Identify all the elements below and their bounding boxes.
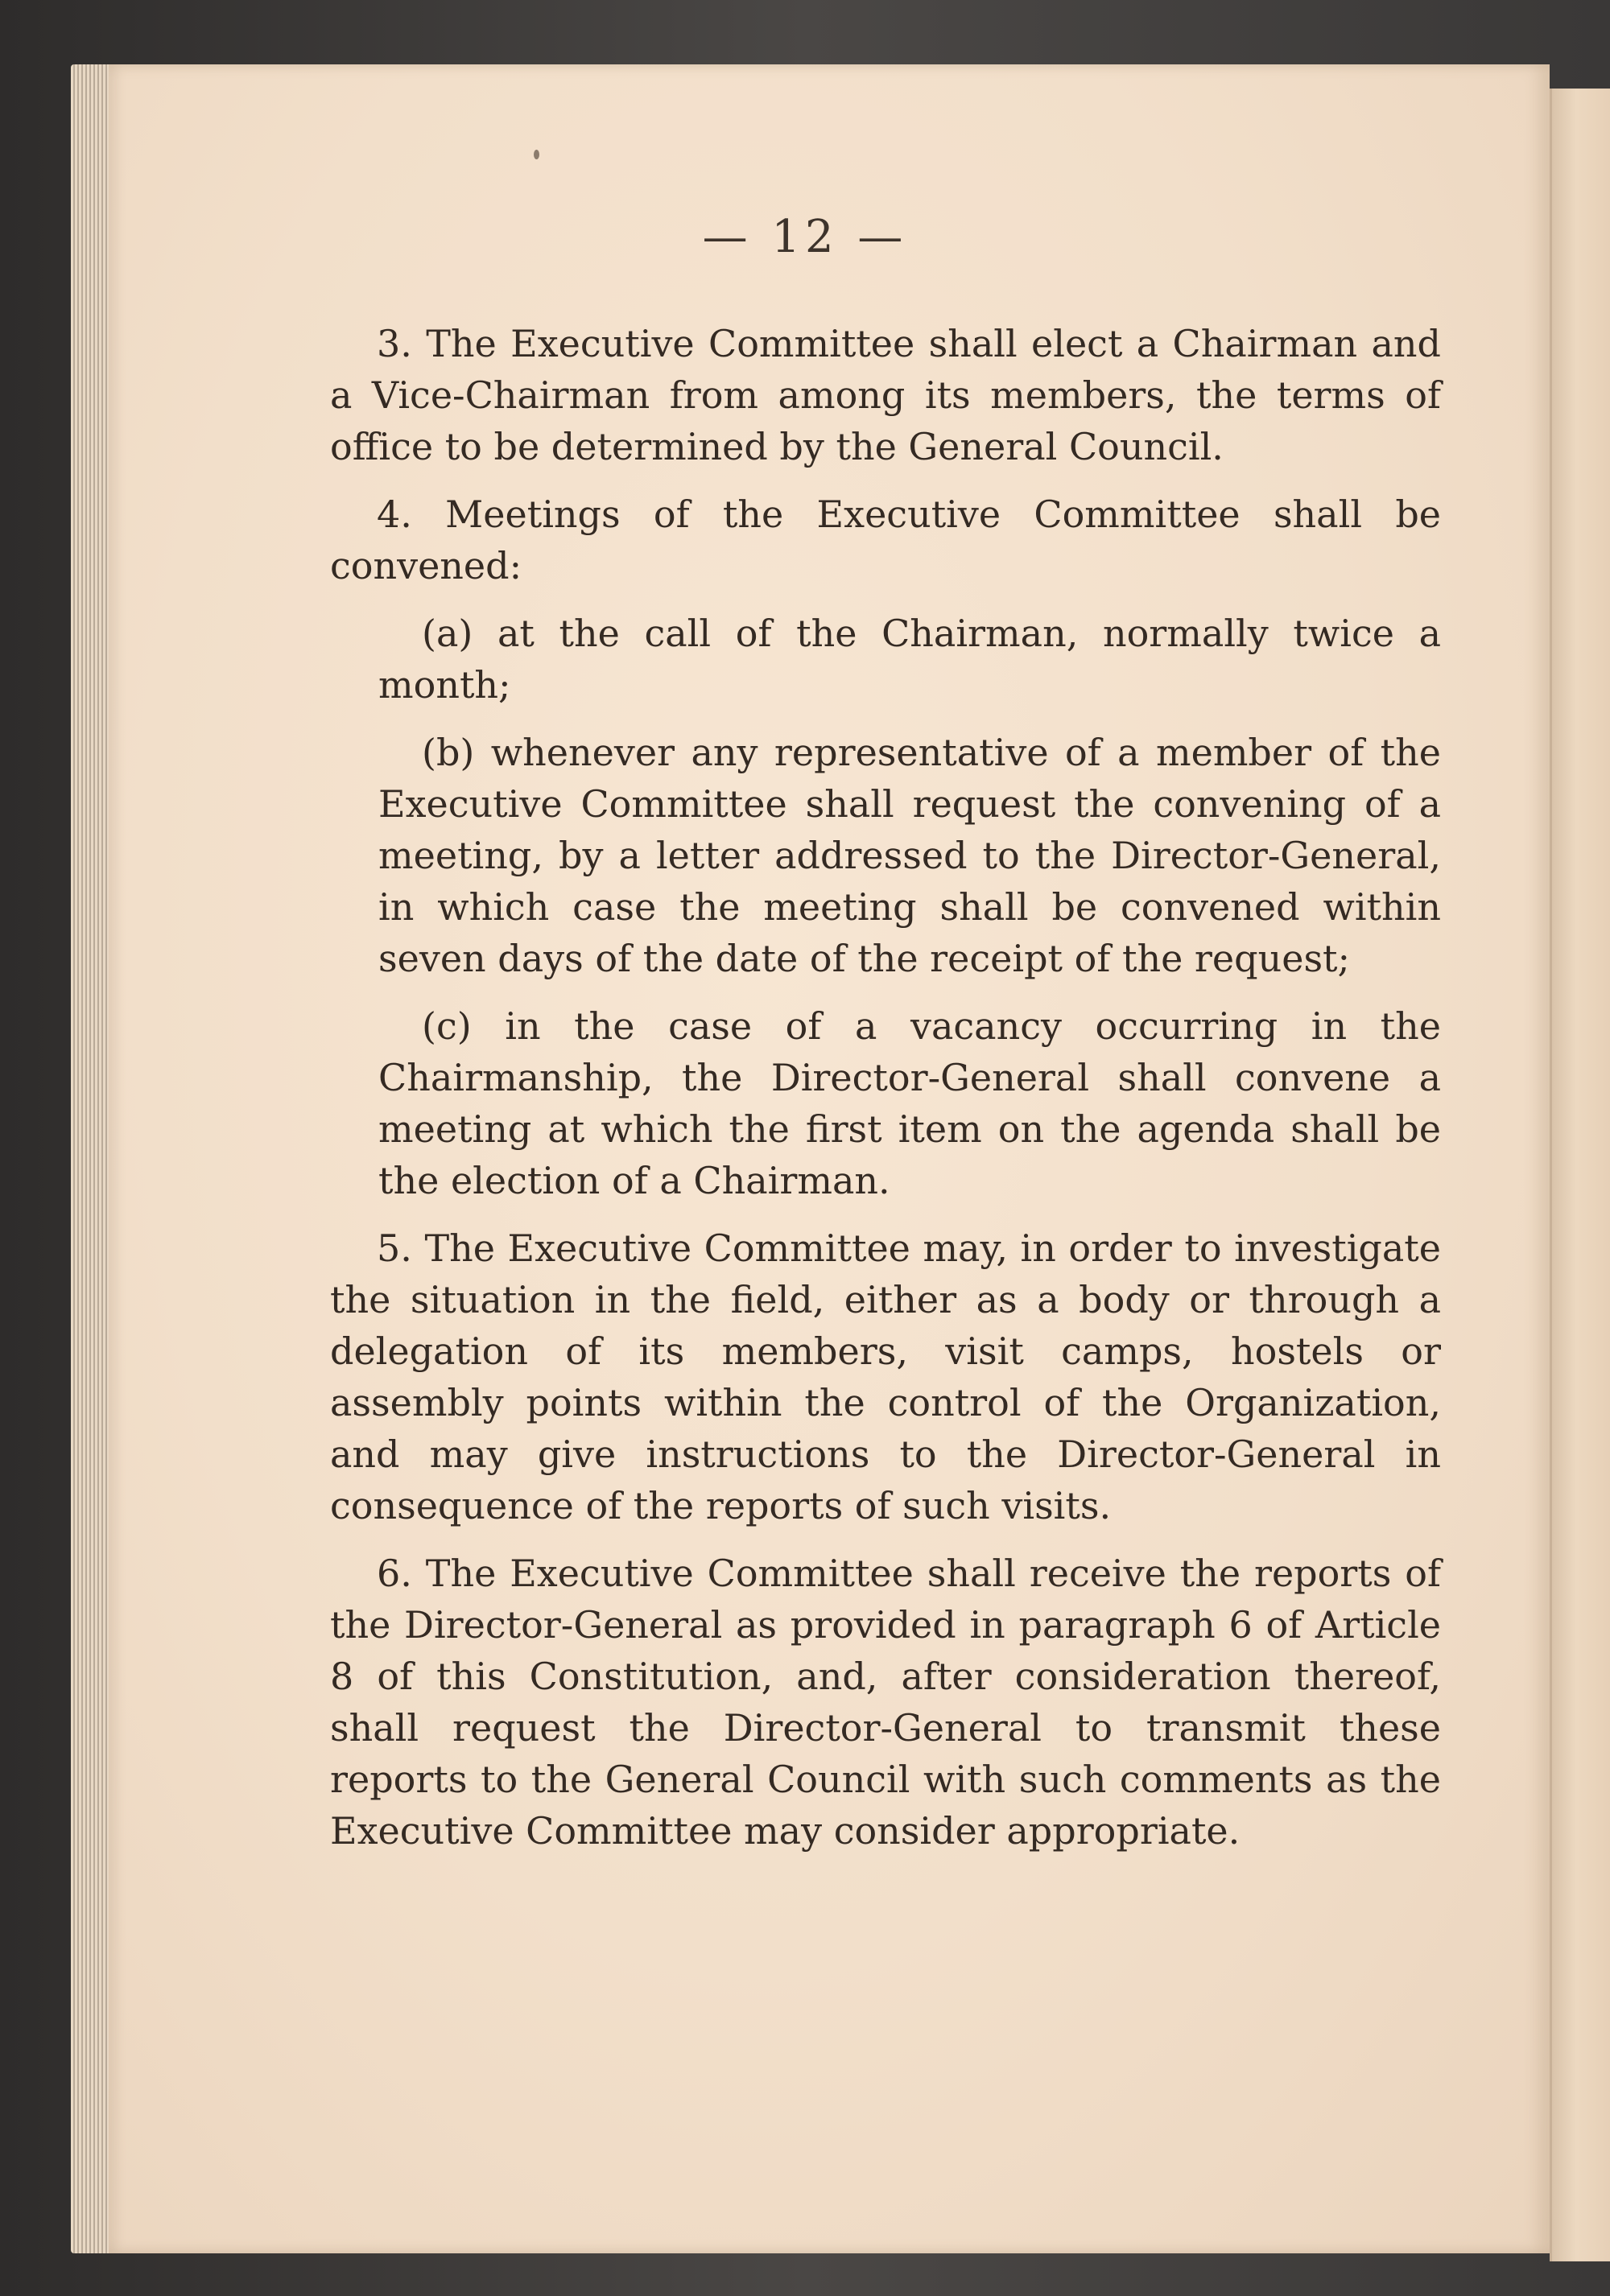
paragraph-6: 6. The Executive Committee shall receive the reports of the Director-General as provided in paragraph 6 of Article 8 of this Constitution, and, after consideration thereof, shall request the Director-General to transmit these reports to the General Council with such comments as the Executive Committee may consider appropriate. bbox=[330, 1552, 1441, 1853]
page-number: — 12 — bbox=[702, 211, 908, 263]
body-text bbox=[330, 318, 1441, 1857]
subparagraph-4c: (c) in the case of a vacancy occurring in the Chairmanship, the Director-General shall convene a meeting at which the first item on the agenda shall be the election of a Chairman. bbox=[378, 1004, 1441, 1202]
subparagraph-4a: (a) at the call of the Chairman, normally twice a month; bbox=[378, 612, 1441, 707]
facing-page-edge bbox=[1550, 89, 1610, 2261]
paragraph-5: 5. The Executive Committee may, in order to investigate the situation in the field, either as a body or through a delegation of its members, visit camps, hostels or assembly points within the control of the Organization, and may give instructions to the Director-General in consequence of the reports of such visits. bbox=[330, 1226, 1441, 1527]
subparagraph-4b: (b) whenever any representative of a member of the Executive Committee shall request the convening of a meeting, by a letter addressed to the Director-General, in which case the meeting shall be convened within seven days of the date of the receipt of the request; bbox=[378, 731, 1441, 980]
paragraph-4: 4. Meetings of the Executive Committee shall be convened: bbox=[330, 493, 1441, 587]
paragraph-3: 3. The Executive Committee shall elect a Chairman and a Vice-Chairman from among its members, the terms of office to be determined by the General Council. bbox=[330, 322, 1441, 468]
paper-speck bbox=[534, 150, 539, 159]
